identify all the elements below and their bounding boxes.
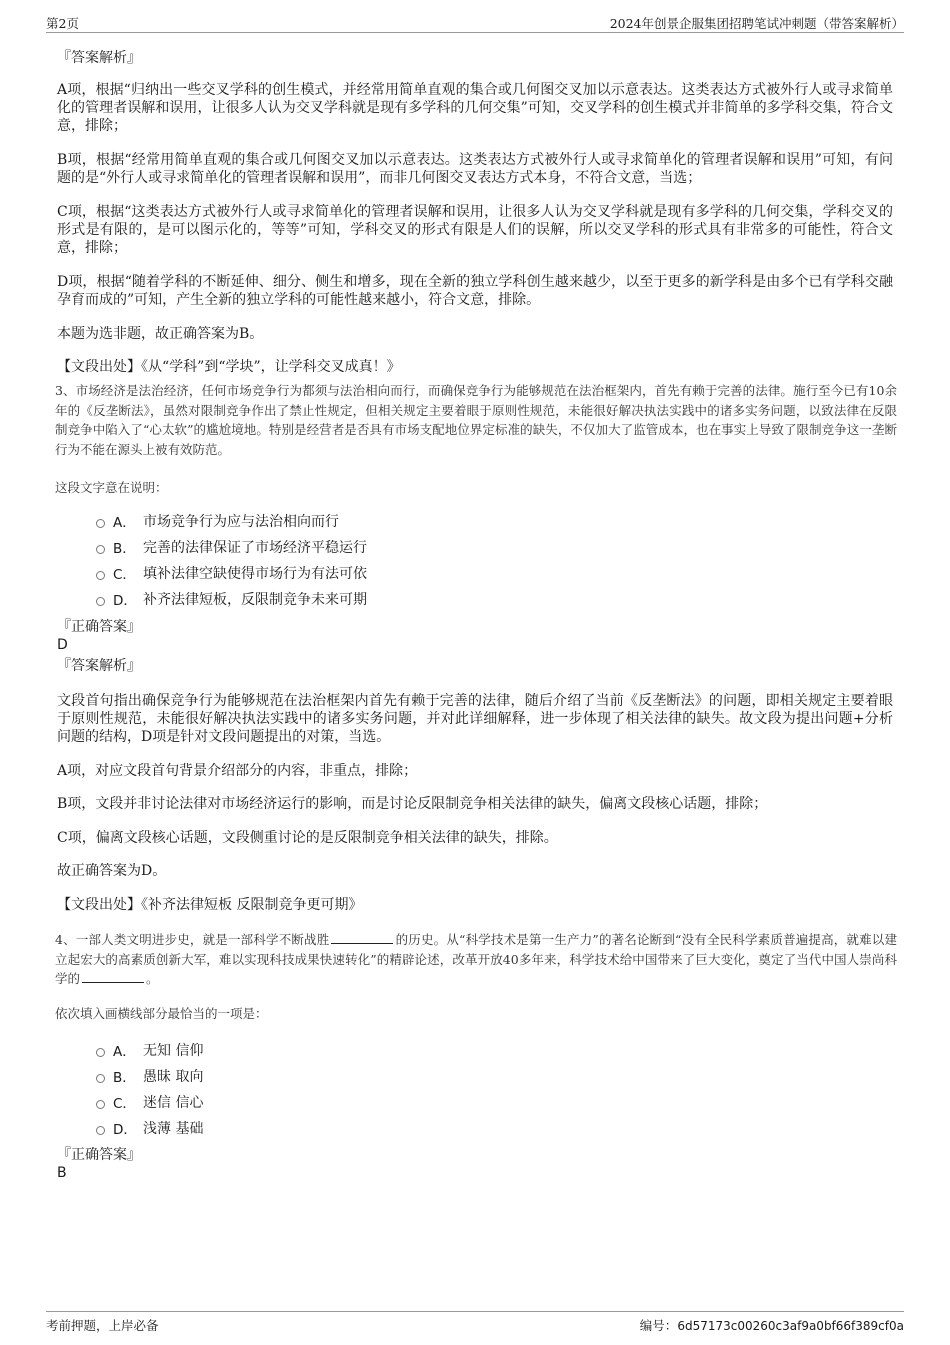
- q3-answer: D: [57, 637, 68, 653]
- q2-analysis-d: D项，根据“随着学科的不断延伸、细分、侧生和增多，现在全新的独立学科创生越来越少，以至于更多的新学科是由多个已有学科交融孕育而成的”可知，产生全新的独立学科的可能性越来越小，符合文意，排除。: [57, 274, 893, 308]
- q2-source: 【文段出处】《从“学科”到“学块”，让学科交叉成真！》: [57, 359, 401, 375]
- q2-analysis-b: B项，根据“经常用简单直观的集合或几何图交叉加以示意表达。这类表达方式被外行人或寻求简单化的管理者误解和误用”可知，有问题的是“外行人或寻求简单化的管理者误解和误用”，而非几何图交叉表达方式本身，不符合文意，当选；: [57, 152, 893, 186]
- page-header: [46, 12, 904, 33]
- q3-option-c[interactable]: C． 填补法律空缺使得市场行为有法可依: [96, 560, 367, 586]
- footer-slogan: 考前押题，上岸必备: [46, 1318, 159, 1333]
- q4-answer: B: [57, 1165, 67, 1181]
- q3-prompt: 这段文字意在说明：: [55, 480, 168, 495]
- blank-line: [331, 931, 393, 944]
- q3-analysis-b: B项，文段并非讨论法律对市场经济运行的影响，而是讨论反限制竞争相关法律的缺失，偏离文段核心话题，排除；: [57, 796, 768, 812]
- q3-option-a[interactable]: A． 市场竞争行为应与法治相向而行: [96, 508, 367, 534]
- q4-option-d[interactable]: D． 浅薄 基础: [96, 1115, 203, 1141]
- page-number: 第2页: [46, 16, 79, 31]
- q4-option-a[interactable]: A． 无知 信仰: [96, 1037, 203, 1063]
- radio-icon[interactable]: [96, 519, 105, 528]
- radio-icon[interactable]: [96, 597, 105, 606]
- q3-option-d[interactable]: D． 补齐法律短板，反限制竞争未来可期: [96, 586, 367, 612]
- radio-icon[interactable]: [96, 1074, 105, 1083]
- q2-analysis-c: C项，根据“这类表达方式被外行人或寻求简单化的管理者误解和误用，让很多人认为交叉学科就是现有多学科的几何交集，学科交叉的形式是有限的，是可以图示化的，等等”可知，学科交叉的形式有限是人们的误解，所以交叉学科的形式具有非常多的可能性，符合文意，排除；: [57, 204, 893, 256]
- radio-icon[interactable]: [96, 1048, 105, 1057]
- q4-option-b[interactable]: B． 愚昧 取向: [96, 1063, 203, 1089]
- q2-analysis-a: A项，根据“归纳出一些交叉学科的创生模式，并经常用简单直观的集合或几何图交叉加以示意表达。这类表达方式被外行人或寻求简单化的管理者误解和误用，让很多人认为交叉学科就是现有多学科的几何交集”可知，交叉学科的创生模式并非简单的多学科交集，符合文意，排除；: [57, 82, 893, 134]
- q3-conclusion: 故正确答案为D。: [57, 863, 167, 879]
- radio-icon[interactable]: [96, 1126, 105, 1135]
- blank-line: [82, 970, 144, 983]
- q2-analysis-heading: 『答案解析』: [57, 50, 141, 66]
- q3-options: [96, 508, 367, 612]
- q3-analysis-a: A项，对应文段首句背景介绍部分的内容，非重点，排除；: [57, 763, 418, 779]
- document-code: 编号：6d57173c00260c3af9a0bf66f389cf0a: [639, 1318, 904, 1333]
- radio-icon[interactable]: [96, 1100, 105, 1109]
- document-title: 2024年创景企服集团招聘笔试冲刺题（带答案解析）: [609, 16, 904, 31]
- q4-option-c[interactable]: C． 迷信 信心: [96, 1089, 203, 1115]
- radio-icon[interactable]: [96, 545, 105, 554]
- q3-option-b[interactable]: B． 完善的法律保证了市场经济平稳运行: [96, 534, 367, 560]
- q4-prompt: 依次填入画横线部分最恰当的一项是：: [55, 1006, 268, 1021]
- q4-answer-heading: 『正确答案』: [57, 1147, 141, 1163]
- q3-stem: 3、市场经济是法治经济，任何市场竞争行为都须与法治相向而行，而确保竞争行为能够规范在法治框架内，首先有赖于完善的法律。施行至今已有10余年的《反垄断法》，虽然对限制竞争作出了禁止性规定，但相关规定主要着眼于原则性规范，未能很好解决执法实践中的诸多实务问题，以致法律在反限制竞争中陷入了“心太软”的尴尬境地。特别是经营者是否具有市场支配地位界定标准的缺失，不仅加大了监管成本，也在事实上导致了限制竞争这一垄断行为不能在源头上被有效防范。: [55, 383, 897, 457]
- q3-analysis-heading: 『答案解析』: [57, 658, 141, 674]
- q3-answer-heading: 『正确答案』: [57, 619, 141, 635]
- q3-analysis-c: C项，偏离文段核心话题，文段侧重讨论的是反限制竞争相关法律的缺失，排除。: [57, 830, 558, 846]
- q3-analysis: 文段首句指出确保竞争行为能够规范在法治框架内首先有赖于完善的法律，随后介绍了当前《反垄断法》的问题，即相关规定主要着眼于原则性规范，未能很好解决执法实践中的诸多实务问题，并对此详细解释，进一步体现了相关法律的缺失。故文段为提出问题+分析问题的结构，D项是针对文段问题提出的对策，当选。: [57, 693, 893, 745]
- q4-stem: 4、一部人类文明进步史，就是一部科学不断战胜 的历史。从“科学技术是第一生产力”的著名论断到“没有全民科学素质普遍提高，就难以建立起宏大的高素质创新大军，难以实现科技成果快速转化”的精辟论述，改革开放40多年来，科学技术给中国带来了巨大变化，奠定了当代中国人崇尚科学的 。: [55, 932, 897, 986]
- q2-conclusion: 本题为选非题，故正确答案为B。: [57, 326, 264, 342]
- radio-icon[interactable]: [96, 571, 105, 580]
- page-footer: [46, 1311, 904, 1334]
- q4-options: [96, 1037, 203, 1141]
- q3-source: 【文段出处】《补齐法律短板 反限制竞争更可期》: [57, 897, 363, 913]
